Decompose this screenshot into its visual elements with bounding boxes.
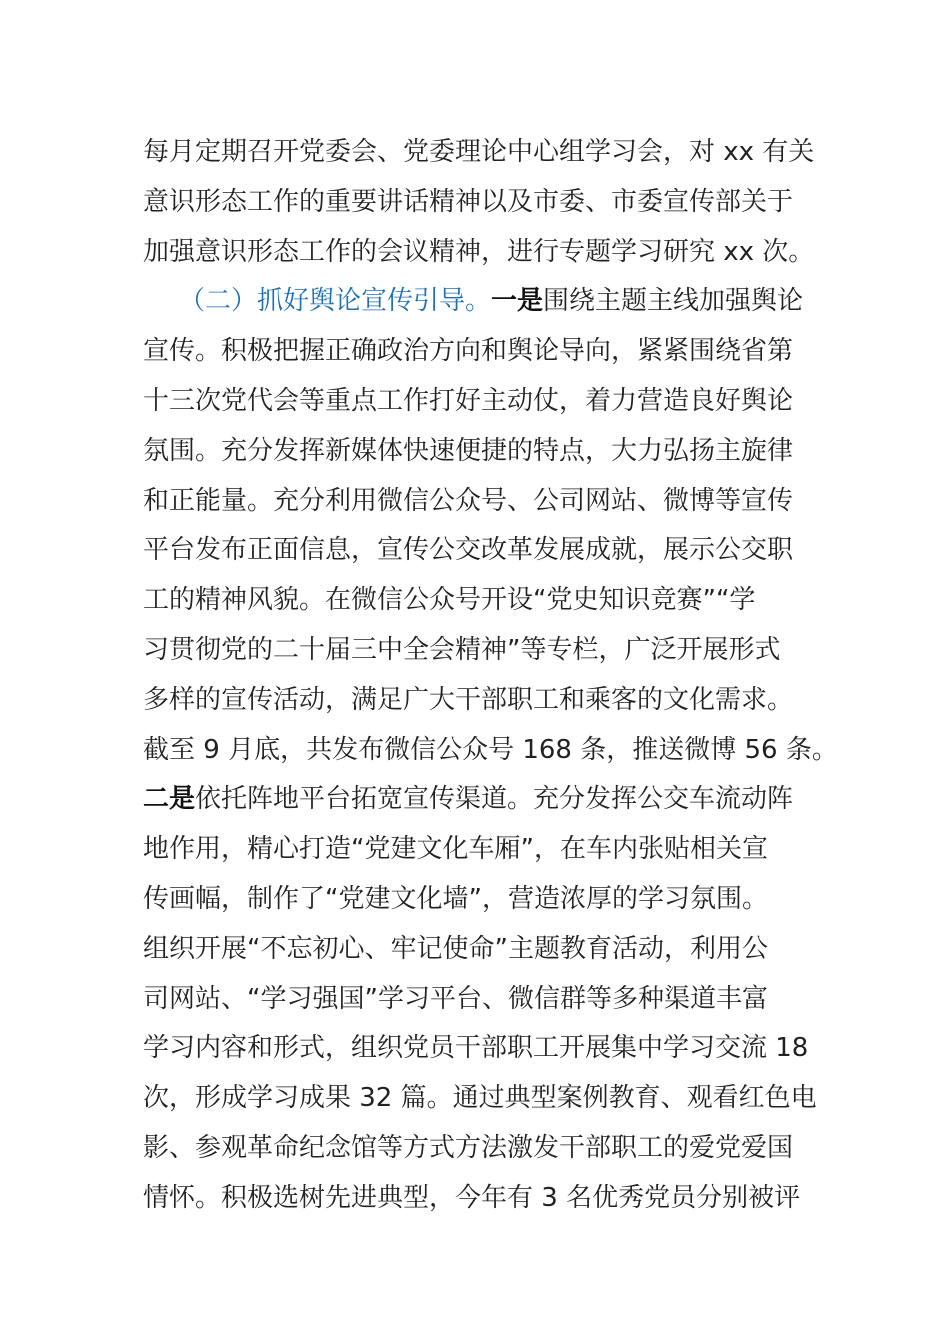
text-line: 加强意识形态工作的会议精神，进行专题学习研究 xx 次。 [143,236,815,267]
text-line: 次，形成学习成果 32 篇。通过典型案例教育、观看红色电 [143,1083,817,1114]
text-line: 组织开展“不忘初心、牢记使命”主题教育活动，利用公 [143,933,768,964]
emphasis-first: 一是 [491,286,544,317]
text-line: 多样的宣传活动，满足广大干部职工和乘客的文化需求。 [143,684,794,715]
text-line: 学习内容和形式，组织党员干部职工开展集中学习交流 18 [143,1033,809,1064]
text-line: 氛围。充分发挥新媒体快速便捷的特点，大力弘扬主旋律 [143,435,794,466]
text-line: 十三次党代会等重点工作打好主动仗，着力营造良好舆论 [143,385,794,416]
emphasis-line [143,775,808,825]
text-span: 依托阵地平台拓宽宣传渠道。充分发挥公交车流动阵 [195,784,794,815]
text-line: 平台发布正面信息，宣传公交改革发展成就，展示公交职 [143,535,794,566]
section-heading-line [143,277,808,327]
text-line: 司网站、“学习强国”学习平台、微信群等多种渠道丰富 [143,983,768,1014]
text-line: 习贯彻党的二十届三中全会精神”等专栏，广泛开展形式 [143,634,781,665]
text-line: 情怀。积极选树先进典型，今年有 3 名优秀党员分别被评 [143,1182,801,1213]
emphasis-second: 二是 [143,784,196,815]
body-text [143,128,838,1224]
text-line: 地作用，精心打造“党建文化车厢”，在车内张贴相关宣 [143,834,768,865]
text-line: 和正能量。充分利用微信公众号、公司网站、微博等宣传 [143,485,794,516]
text-span: 围绕主题主线加强舆论 [543,286,804,317]
text-line: 传画幅，制作了“党建文化墙”，营造浓厚的学习氛围。 [143,883,768,914]
text-line: 工的精神风貌。在微信公众号开设“党史知识竞赛”“学 [143,585,756,616]
text-line: 截至 9 月底，共发布微信公众号 168 条，推送微博 56 条。 [143,734,838,765]
section-heading: （二）抓好舆论宣传引导。 [179,286,492,317]
text-line: 影、参观革命纪念馆等方式方法激发干部职工的爱党爱国 [143,1132,794,1163]
text-line: 意识形态工作的重要讲话精神以及市委、市委宣传部关于 [143,186,794,217]
text-line: 每月定期召开党委会、党委理论中心组学习会，对 xx 有关 [143,137,815,167]
text-line: 宣传。积极把握正确政治方向和舆论导向，紧紧围绕省第 [143,336,794,367]
